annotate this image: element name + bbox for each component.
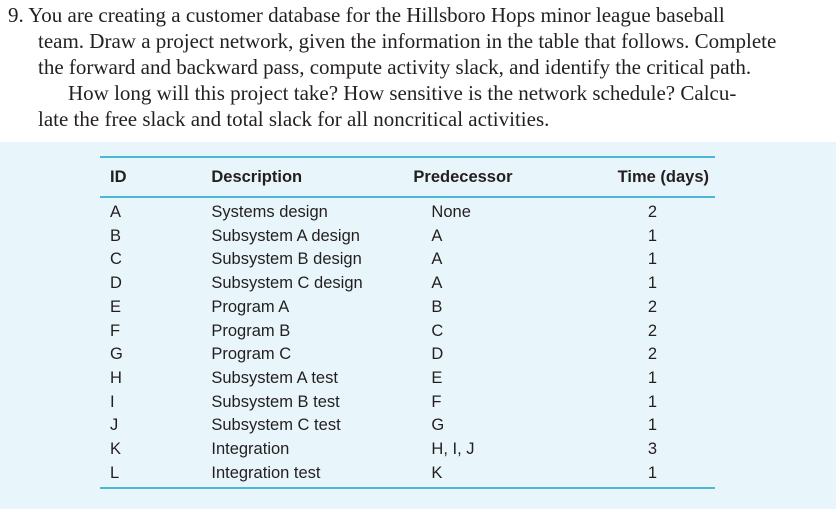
cell-predecessor: B	[431, 297, 443, 316]
cell-time: 1	[647, 274, 657, 293]
cell-predecessor: K	[413, 462, 578, 489]
cell-time: 3	[647, 440, 657, 459]
cell-id: I	[110, 392, 115, 411]
cell-predecessor: A	[431, 250, 443, 269]
cell-time: 1	[647, 368, 657, 387]
cell-predecessor: C	[431, 321, 444, 340]
table-row	[100, 225, 715, 249]
table-row	[100, 272, 715, 296]
cell-time: 2	[647, 321, 657, 340]
cell-id: B	[110, 226, 122, 245]
cell-time: 1	[647, 416, 657, 435]
table-row	[100, 462, 715, 489]
cell-predecessor: D	[431, 345, 444, 364]
problem-line: 9. You are creating a customer database for the Hillsboro Hops minor league baseball	[8, 3, 725, 27]
problem-line: team. Draw a project network, given the information in the table that follows. Complete	[38, 29, 777, 53]
activity-table-panel	[0, 142, 836, 509]
table-row	[100, 414, 715, 438]
cell-id: E	[110, 297, 122, 316]
cell-description: Subsystem B design	[211, 250, 362, 269]
cell-id: H	[110, 368, 122, 387]
activity-table	[100, 156, 715, 489]
header-description: Description	[211, 157, 413, 197]
cell-description: Program C	[211, 345, 292, 364]
cell-description: Subsystem B test	[211, 392, 340, 411]
table-row	[100, 391, 715, 415]
problem-line: the forward and backward pass, compute activity slack, and identify the critical path.	[38, 55, 752, 79]
problem-statement	[8, 2, 828, 132]
cell-predecessor: None	[431, 203, 471, 221]
problem-line: late the free slack and total slack for all noncritical activities.	[38, 107, 550, 131]
cell-predecessor: G	[431, 416, 445, 435]
cell-description: Subsystem A test	[211, 368, 338, 387]
header-time: Time (days)	[579, 157, 715, 197]
cell-time: 1	[647, 226, 657, 245]
header-id: ID	[100, 157, 211, 197]
cell-id: D	[110, 274, 122, 293]
problem-line: How long will this project take? How sensitive is the network schedule? Calcu-	[68, 81, 737, 105]
cell-time: 1	[579, 462, 715, 489]
cell-description: Subsystem C design	[211, 274, 363, 293]
cell-time: 2	[647, 297, 657, 316]
cell-description: Program A	[211, 297, 290, 316]
cell-time: 1	[647, 250, 657, 269]
cell-predecessor: H, I, J	[431, 440, 475, 459]
table-row	[100, 367, 715, 391]
cell-predecessor: F	[431, 392, 442, 411]
cell-id: J	[110, 416, 119, 435]
cell-id: G	[110, 345, 123, 364]
cell-description: Integration test	[211, 462, 413, 489]
table-row	[100, 248, 715, 272]
cell-predecessor: A	[431, 226, 443, 245]
table-row	[100, 343, 715, 367]
table-row	[100, 320, 715, 344]
cell-description: Subsystem A design	[211, 226, 360, 245]
table-row	[100, 197, 715, 225]
cell-id: A	[110, 203, 122, 221]
cell-description: Integration	[211, 440, 290, 459]
cell-id: K	[110, 440, 122, 459]
table-row	[100, 296, 715, 320]
table-header-row	[100, 157, 715, 197]
cell-description: Subsystem C test	[211, 416, 341, 435]
table-row	[100, 438, 715, 462]
cell-predecessor: E	[431, 368, 443, 387]
cell-id: C	[110, 250, 122, 269]
cell-time: 2	[647, 345, 657, 364]
cell-time: 2	[647, 203, 657, 221]
cell-description: Systems design	[211, 203, 328, 221]
cell-time: 1	[647, 392, 657, 411]
cell-id: L	[100, 462, 211, 489]
cell-predecessor: A	[431, 274, 443, 293]
header-predecessor: Predecessor	[413, 157, 578, 197]
cell-description: Program B	[211, 321, 291, 340]
cell-id: F	[110, 321, 121, 340]
